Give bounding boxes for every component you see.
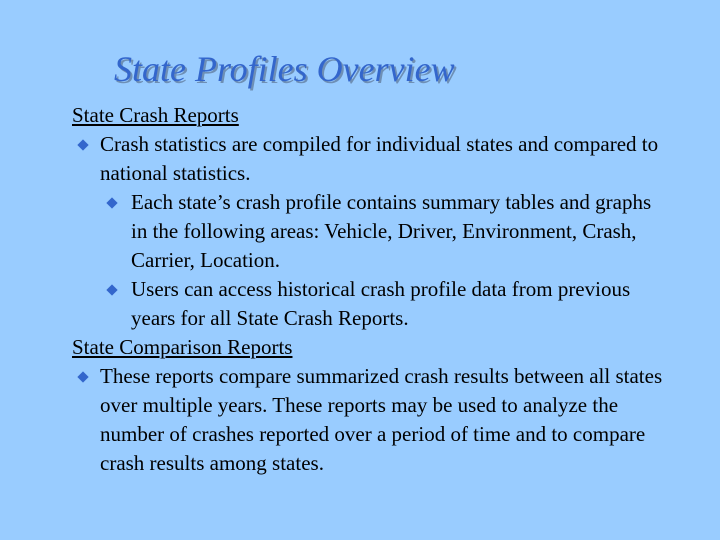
sub-bullet-item [72, 188, 671, 275]
bullet-item [72, 130, 670, 188]
slide-body [72, 101, 712, 478]
section-heading-state-crash-reports: State Crash Reports [72, 103, 239, 127]
sub-bullet-text: Users can access historical crash profile data from previous years for all State Crash Reports. [131, 277, 631, 330]
diamond-bullet-icon [78, 140, 88, 150]
bullet-text: Crash statistics are compiled for individual states and compared to national statistics. [100, 132, 659, 185]
section-heading-state-comparison-reports: State Comparison Reports [72, 335, 293, 359]
slide-title: State Profiles Overview [114, 49, 455, 89]
bullet-item [72, 362, 670, 478]
sub-bullet-text: Each state’s crash profile contains summary tables and graphs in the following areas: Vehicle, Driver, Environment, Crash, Carrier, Location. [131, 190, 652, 272]
diamond-bullet-icon [107, 285, 117, 295]
sub-bullet-item [72, 275, 671, 333]
diamond-bullet-icon [107, 198, 117, 208]
bullet-text: These reports compare summarized crash results between all states over multiple years. These reports may be used to analyze the number of crashes reported over a period of time and to compare crash results among states. [100, 364, 663, 475]
diamond-bullet-icon [78, 372, 88, 382]
